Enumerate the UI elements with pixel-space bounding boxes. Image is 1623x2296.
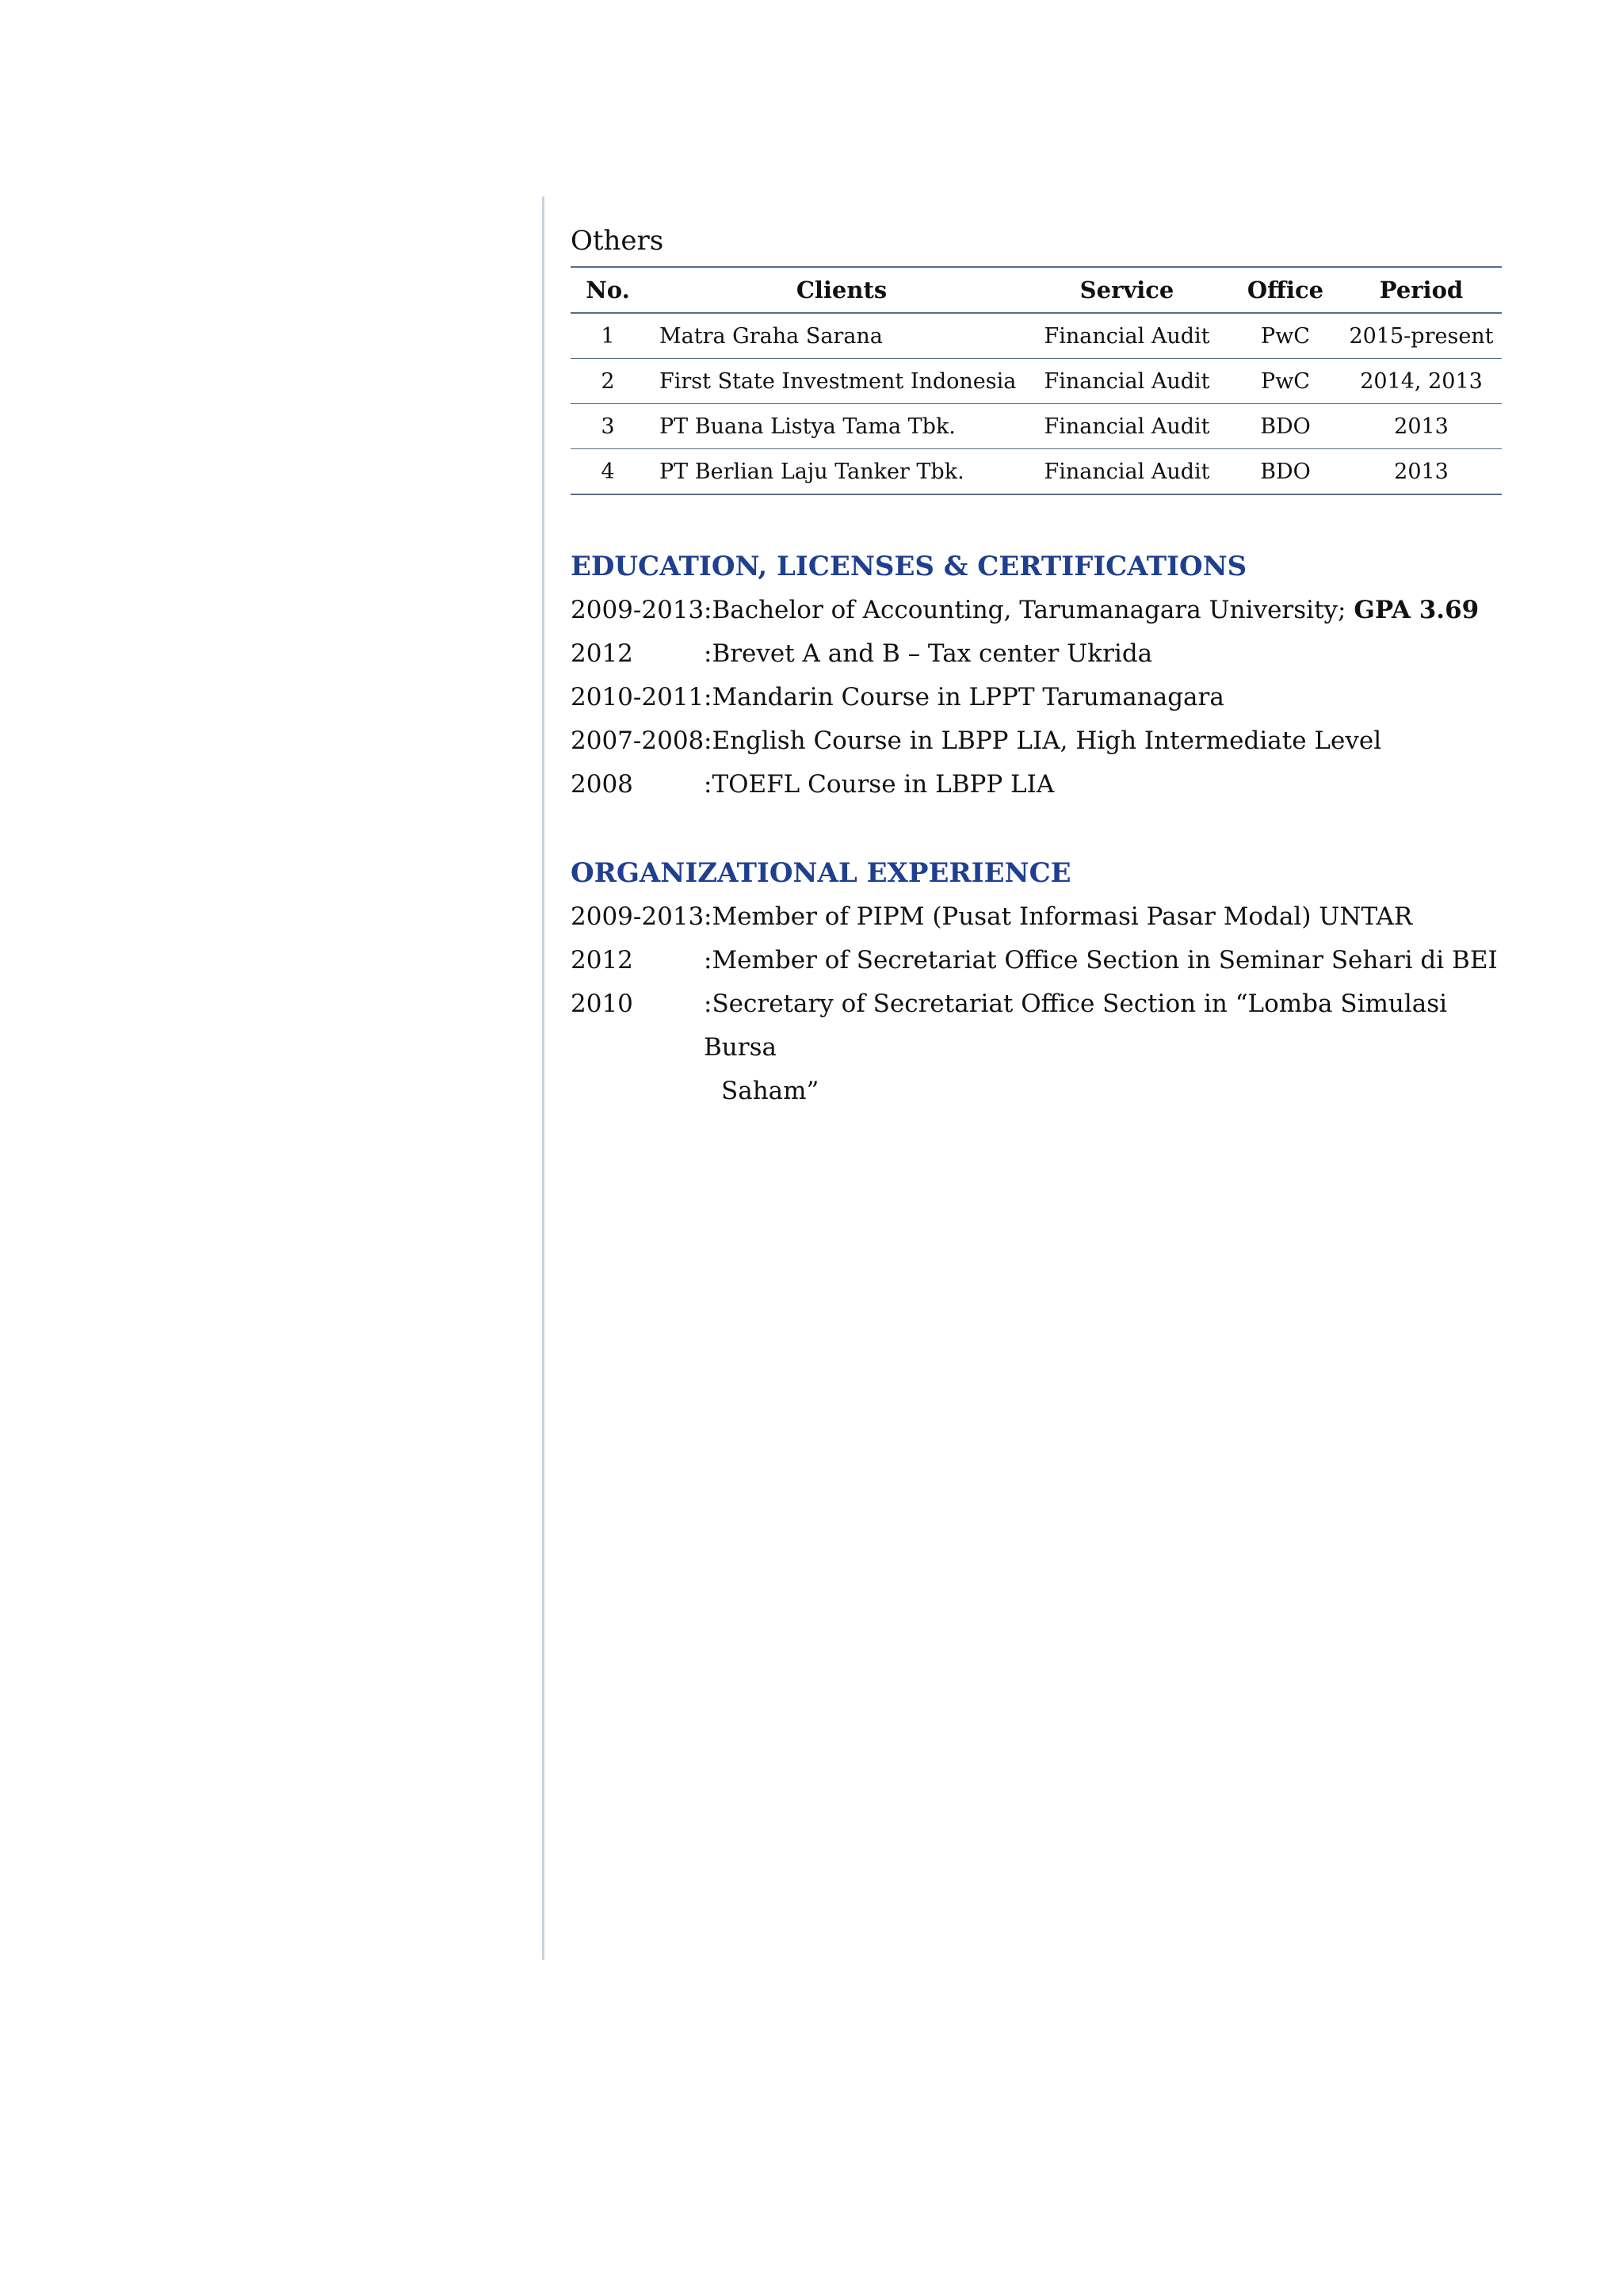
cell-client: First State Investment Indonesia — [645, 359, 1024, 404]
education-item — [571, 589, 1502, 632]
education-description: :Mandarin Course in LPPT Tarumanagara — [704, 683, 1224, 711]
organization-item — [571, 982, 1502, 1070]
education-year: 2010-2011 — [571, 683, 705, 711]
organization-item — [571, 939, 1502, 982]
cell-period: 2014, 2013 — [1341, 359, 1502, 404]
education-year: 2007-2008 — [571, 727, 705, 755]
cell-service: Financial Audit — [1024, 449, 1230, 495]
clients-table — [571, 266, 1502, 495]
education-description — [704, 589, 1502, 632]
organization-year: 2010 — [571, 990, 633, 1018]
cell-no: 1 — [601, 323, 615, 349]
table-row — [571, 313, 1502, 359]
column-header-clients: Clients — [645, 267, 1024, 313]
cell-period: 2015-present — [1349, 323, 1494, 349]
column-header-service: Service — [1024, 267, 1230, 313]
cell-client: Matra Graha Sarana — [659, 323, 883, 349]
education-heading: EDUCATION, LICENSES & CERTIFICATIONS — [571, 551, 1247, 582]
education-item — [571, 719, 1502, 763]
document-body — [571, 220, 1502, 1113]
table-row — [571, 359, 1502, 404]
organization-description-continuation: Saham” — [721, 1077, 819, 1105]
organization-description: :Member of Secretariat Office Section in Seminar Sehari di BEI — [704, 946, 1498, 974]
table-row — [571, 449, 1502, 495]
education-item — [571, 763, 1502, 807]
organization-item — [571, 895, 1502, 939]
cell-office: BDO — [1230, 404, 1341, 449]
cell-client: PT Berlian Laju Tanker Tbk. — [645, 449, 1024, 495]
column-header-no: No. — [571, 267, 645, 313]
cell-no: 4 — [571, 449, 645, 495]
organization-description: :Secretary of Secretariat Office Section in “Lomba Simulasi Bursa — [704, 990, 1448, 1062]
education-year: 2009-2013 — [571, 596, 705, 624]
organization-year: 2012 — [571, 946, 633, 974]
organizational-heading: ORGANIZATIONAL EXPERIENCE — [571, 857, 1071, 889]
others-heading: Others — [571, 225, 664, 257]
education-item — [571, 676, 1502, 719]
cell-period: 2013 — [1341, 449, 1502, 495]
column-header-office: Office — [1230, 267, 1341, 313]
education-description: :Brevet A and B – Tax center Ukrida — [704, 639, 1153, 668]
cell-office: PwC — [1261, 323, 1310, 349]
education-year: 2008 — [571, 770, 633, 799]
cell-office: BDO — [1230, 449, 1341, 495]
cell-client: PT Buana Listya Tama Tbk. — [645, 404, 1024, 449]
column-header-period: Period — [1341, 267, 1502, 313]
education-description: :English Course in LBPP LIA, High Intermediate Level — [704, 727, 1382, 755]
table-header-row — [571, 267, 1502, 313]
cell-period: 2013 — [1341, 404, 1502, 449]
cell-office: PwC — [1230, 359, 1341, 404]
cell-no: 2 — [571, 359, 645, 404]
organization-year: 2009-2013 — [571, 902, 705, 931]
education-item — [571, 632, 1502, 676]
cell-service: Financial Audit — [1044, 323, 1210, 349]
education-year: 2012 — [571, 639, 633, 668]
cell-service: Financial Audit — [1024, 359, 1230, 404]
table-row — [571, 404, 1502, 449]
sidebar-divider — [542, 196, 544, 1960]
education-description: :TOEFL Course in LBPP LIA — [704, 770, 1055, 799]
cell-service: Financial Audit — [1024, 404, 1230, 449]
gpa-value: GPA 3.69 — [1354, 596, 1480, 624]
cell-no: 3 — [571, 404, 645, 449]
organization-description: :Member of PIPM (Pusat Informasi Pasar Modal) UNTAR — [704, 902, 1413, 931]
education-text: :Bachelor of Accounting, Tarumanagara University; — [704, 596, 1354, 624]
